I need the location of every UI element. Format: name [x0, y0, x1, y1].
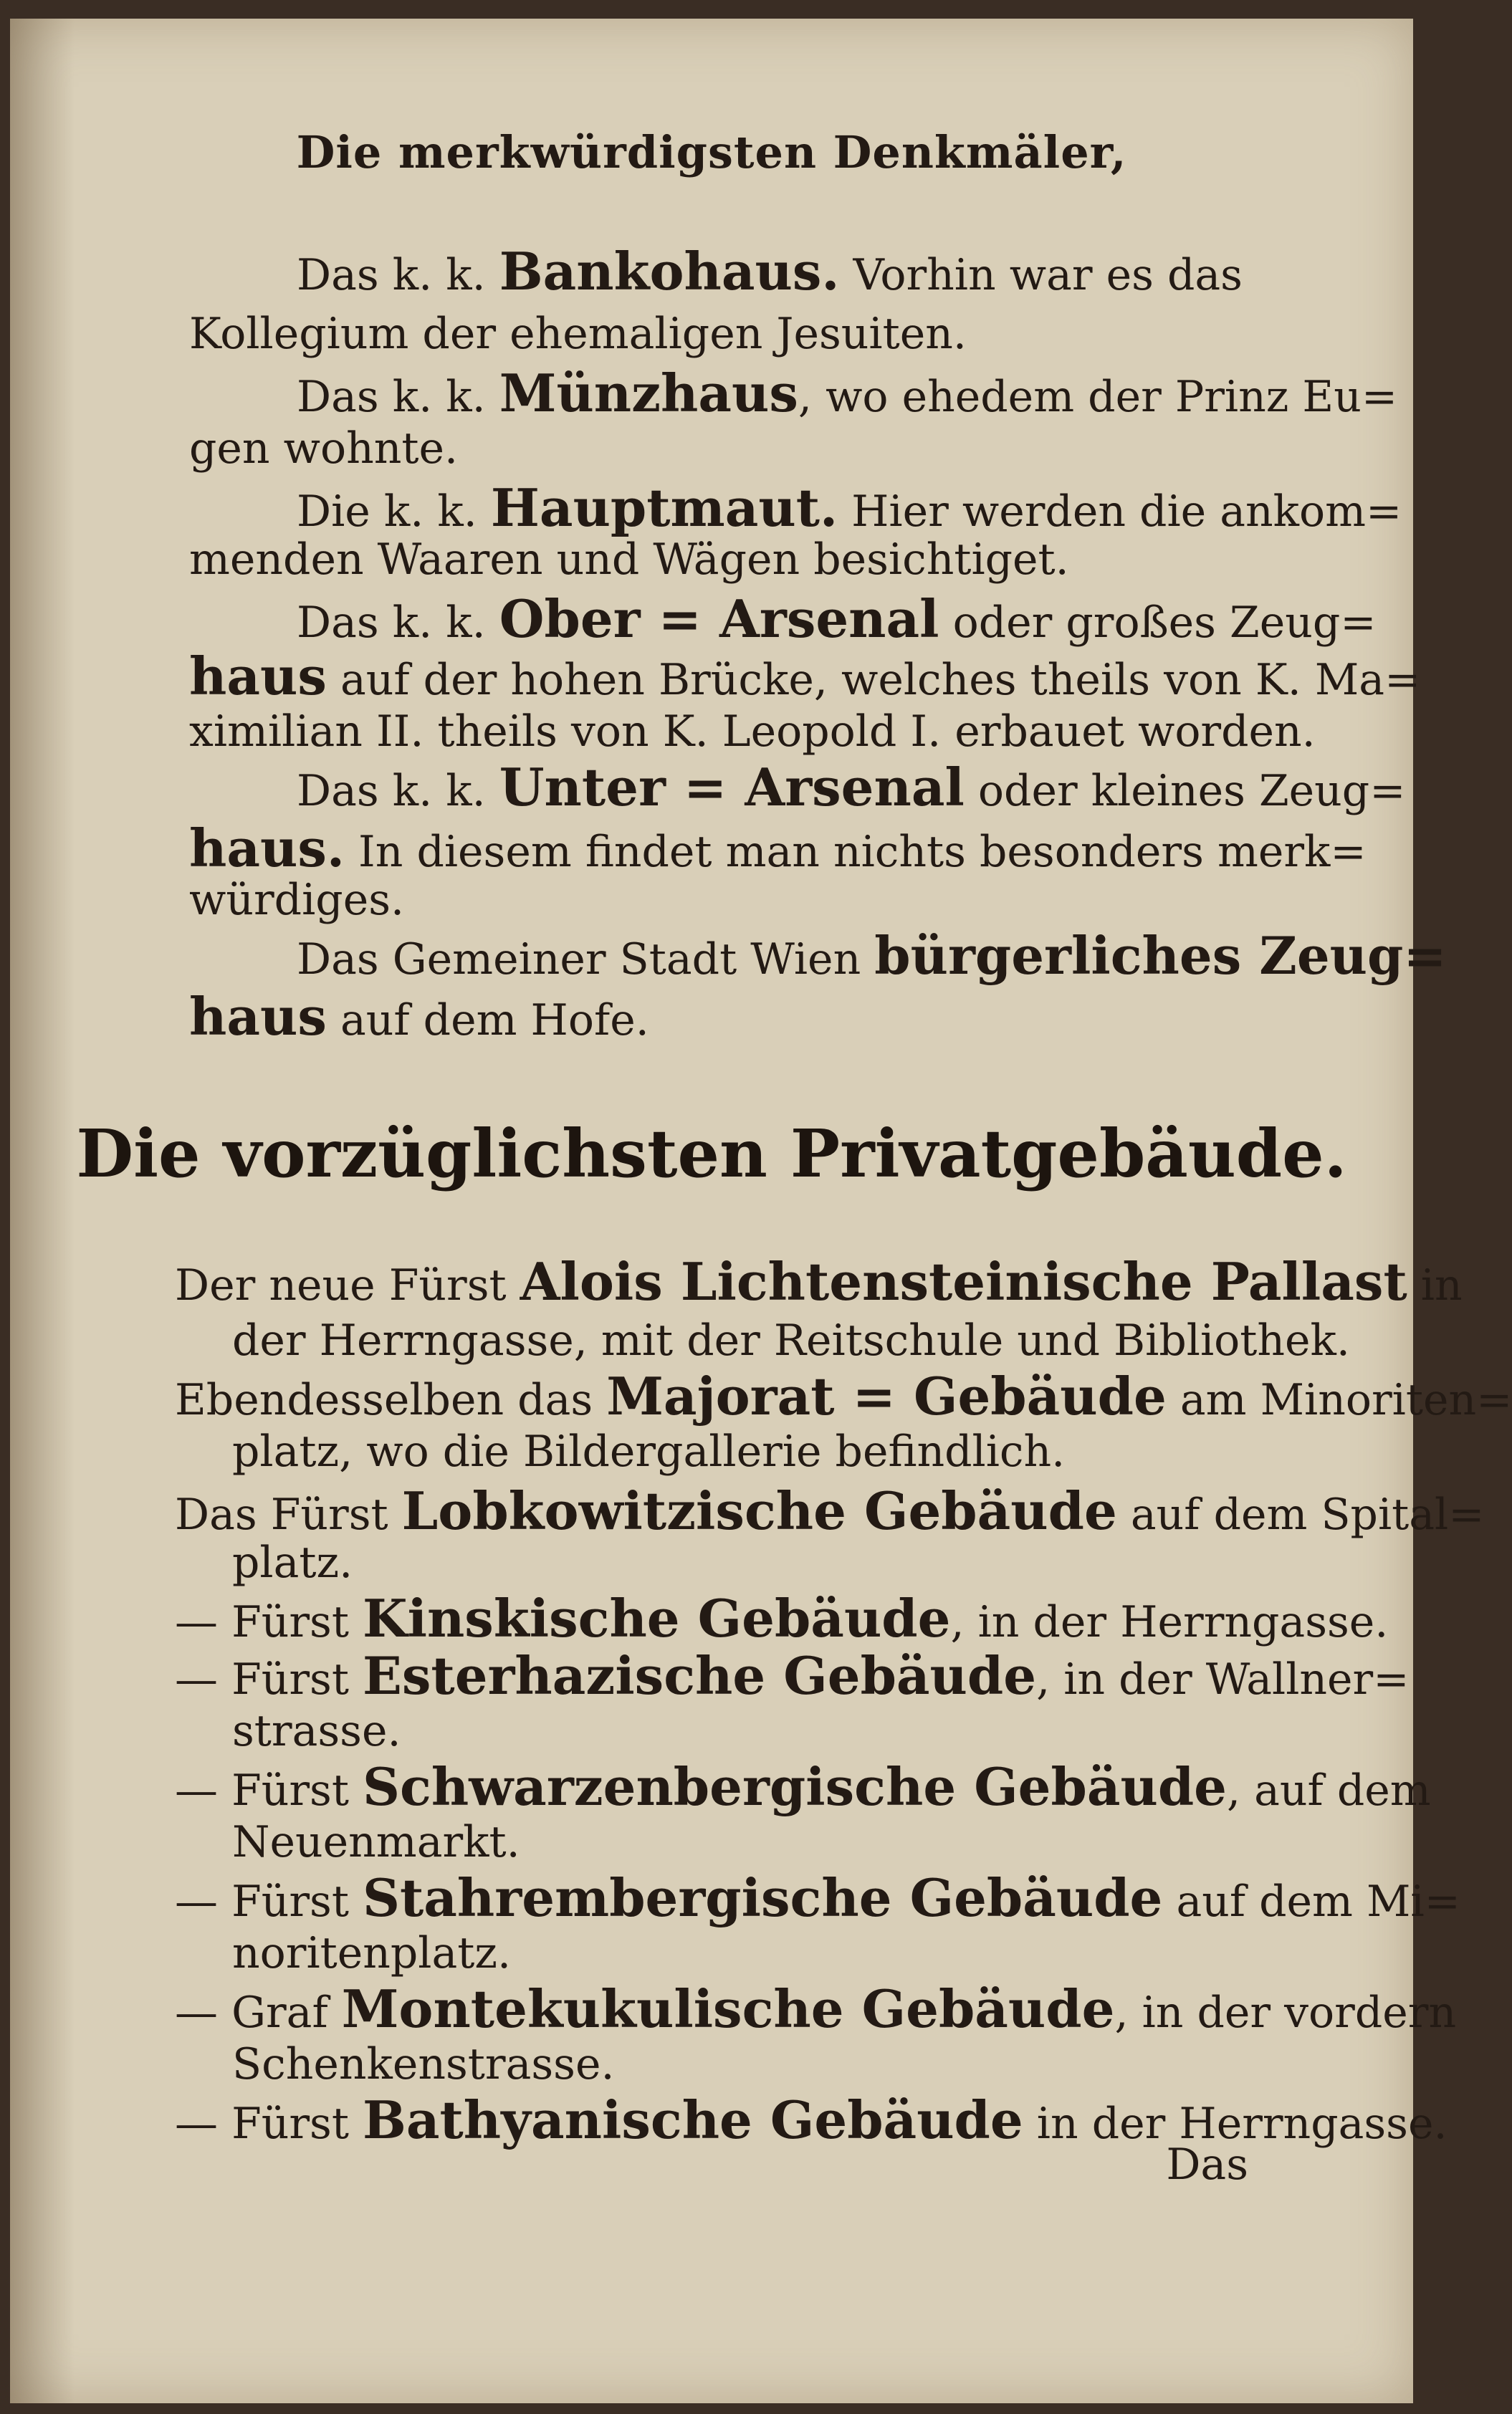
text-line: Neuenmarkt.: [232, 1817, 520, 1867]
text-line: würdiges.: [189, 875, 405, 925]
text-line: — Fürst Bathyanische Gebäude in der Herrngasse.: [175, 2089, 1448, 2150]
book-page: [10, 19, 1512, 2403]
text-line: der Herrngasse, mit der Reitschule und Bibliothek.: [232, 1316, 1350, 1366]
text-line: haus auf dem Hofe.: [189, 986, 649, 1047]
text-line: — Fürst Kinskische Gebäude, in der Herrngasse.: [175, 1588, 1389, 1649]
text-line: Das Fürst Lobkowitzische Gebäude auf dem Spital=: [175, 1480, 1485, 1541]
text-line: haus. In diesem findet man nichts besonders merk=: [189, 818, 1367, 878]
text-line: Das k. k. Bankohaus. Vorhin war es das: [297, 241, 1243, 302]
text-line: noritenplatz.: [232, 1928, 512, 1978]
text-line: haus auf der hohen Brücke, welches theils von K. Ma=: [189, 646, 1421, 707]
text-line: Schenkenstrasse.: [232, 2039, 615, 2089]
running-head: Die merkwürdigsten Denkmäler,: [296, 126, 1127, 178]
text-line: platz, wo die Bildergallerie befindlich.: [232, 1427, 1066, 1477]
text-line: strasse.: [232, 1706, 401, 1756]
text-line: Der neue Fürst Alois Lichtensteinische Pallast in: [175, 1251, 1463, 1312]
text-line: menden Waaren und Wägen besichtiget.: [189, 535, 1069, 585]
text-line: — Graf Montekukulische Gebäude, in der vordern: [175, 1978, 1457, 2039]
text-line: Die k. k. Hauptmaut. Hier werden die ankom=: [297, 477, 1402, 538]
catchword: Das: [1166, 2140, 1248, 2190]
text-line: Ebendesselben das Majorat = Gebäude am Minoriten=: [175, 1366, 1512, 1427]
section-title: Die vorzüglichsten Privatgebäude.: [76, 1115, 1347, 1192]
text-line: Das k. k. Ober = Arsenal oder großes Zeug=: [297, 588, 1377, 649]
text-line: gen wohnte.: [189, 423, 459, 474]
text-line: ximilian II. theils von K. Leopold I. erbauet worden.: [189, 707, 1316, 757]
text-line: — Fürst Esterhazische Gebäude, in der Wallner=: [175, 1645, 1410, 1706]
text-line: — Fürst Schwarzenbergische Gebäude, auf dem: [175, 1756, 1431, 1817]
text-line: platz.: [232, 1538, 353, 1588]
text-line: Das k. k. Münzhaus, wo ehedem der Prinz Eu=: [297, 363, 1398, 423]
text-line: Kollegium der ehemaligen Jesuiten.: [189, 309, 967, 359]
text-line: — Fürst Stahrembergische Gebäude auf dem Mi=: [175, 1867, 1460, 1928]
text-line: Das Gemeiner Stadt Wien bürgerliches Zeug=: [297, 925, 1447, 986]
text-line: Das k. k. Unter = Arsenal oder kleines Zeug=: [297, 757, 1406, 818]
